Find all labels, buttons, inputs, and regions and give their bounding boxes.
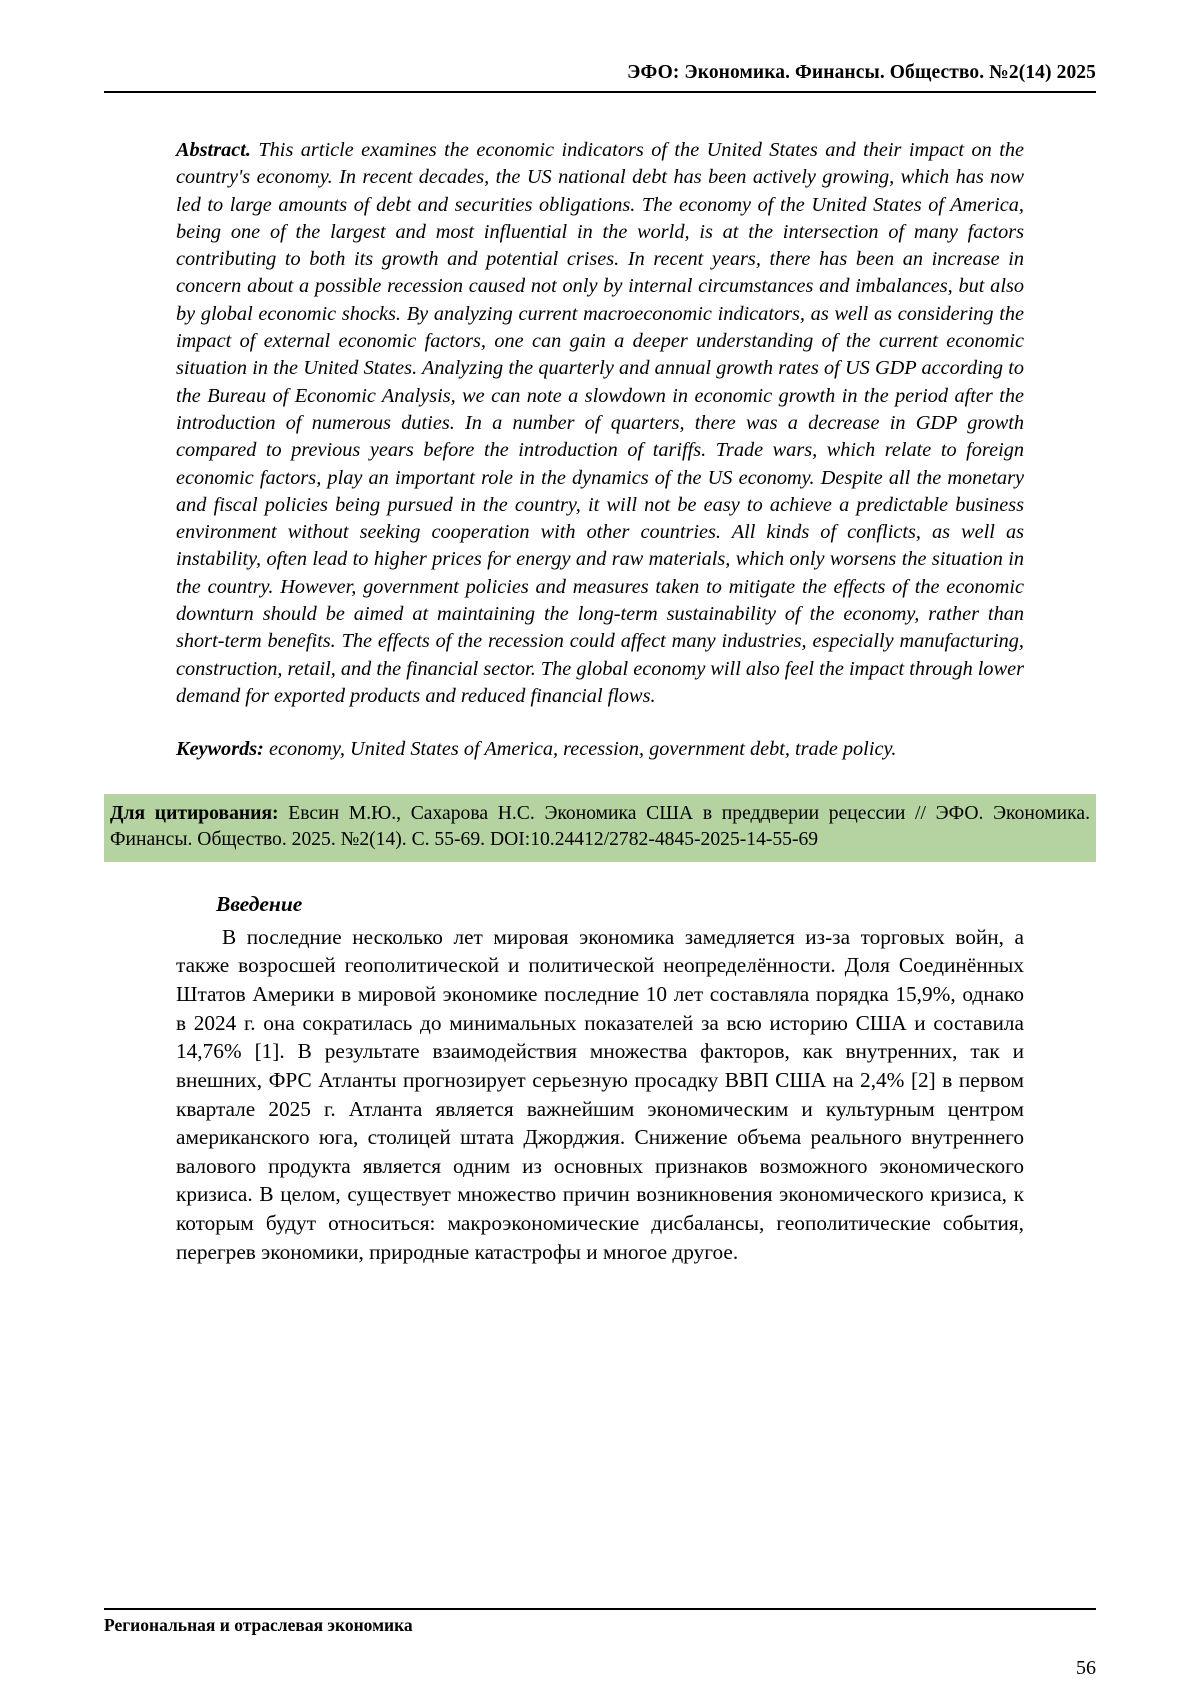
footer-divider <box>104 1608 1096 1610</box>
abstract-block <box>176 137 1024 710</box>
keywords-label: Keywords: <box>176 738 264 761</box>
citation-label: Для цитирования: <box>110 802 279 824</box>
abstract-label: Abstract. <box>176 139 251 161</box>
page-footer <box>104 1608 1096 1636</box>
footer-section-label: Региональная и отраслевая экономика <box>104 1615 413 1635</box>
keywords-block <box>176 736 1024 763</box>
page-number: 56 <box>1076 1657 1096 1679</box>
citation-text: Евсин М.Ю., Сахарова Н.С. Экономика США в преддверии рецессии // ЭФО. Экономика. Финансы. Общество. 2025. №2(14). С. 55-69. DOI:10.24412/2782-4845-2025-14-55-69 <box>110 802 1090 850</box>
abstract-text: This article examines the economic indicators of the United States and their impact on the country's economy. In recent decades, the US national debt has been actively growing, which has now led to large amounts of debt and securities obligations. The economy of the United States of America, being one of the largest and most influential in the world, is at the intersection of many factors contributing to both its growth and potential crises. In recent years, there has been an increase in concern about a possible recession caused not only by internal circumstances and imbalances, but also by global economic shocks. By analyzing current macroeconomic indicators, as well as considering the impact of external economic factors, one can gain a deeper understanding of the current economic situation in the United States. Analyzing the quarterly and annual growth rates of US GDP according to the Bureau of Economic Analysis, we can note a slowdown in economic growth in the period after the introduction of numerous duties. In a number of quarters, there was a decrease in GDP growth compared to previous years before the introduction of tariffs. Trade wars, which relate to foreign economic factors, play an important role in the dynamics of the US economy. Despite all the monetary and fiscal policies being pursued in the country, it will not be easy to achieve a predictable business environment without seeking cooperation with other countries. All kinds of conflicts, as well as instability, often lead to higher prices for energy and raw materials, which only worsens the situation in the country. However, government policies and measures taken to mitigate the effects of the economic downturn should be aimed at maintaining the long-term sustainability of the economy, rather than short-term benefits. The effects of the recession could affect many industries, especially manufacturing, construction, retail, and the financial sector. The global economy will also feel the impact through lower demand for exported products and reduced financial flows. <box>176 139 1024 707</box>
keywords-text: economy, United States of America, recession, government debt, trade policy. <box>263 738 897 761</box>
journal-header-text: ЭФО: Экономика. Финансы. Общество. №2(14) 2025 <box>627 62 1096 83</box>
introduction-paragraph: В последние несколько лет мировая экономика замедляется из-за торговых войн, а также возросшей геополитической и политической неопределённости. Доля Соединённых Штатов Америки в мировой экономике последние 10 лет составляла порядка 15,9%, однако в 2024 г. она сократилась до минимальных показателей за всю историю США и составила 14,76% [1]. В результате взаимодействия множества факторов, как внутренних, так и внешних, ФРС Атланты прогнозирует серьезную просадку ВВП США на 2,4% [2] в первом квартале 2025 г. Атланта является важнейшим экономическим и культурным центром американского юга, столицей штата Джорджия. Снижение объема реального внутреннего валового продукта является одним из основных признаков возможного экономического кризиса. В целом, существует множество причин возникновения экономического кризиса, к которым будут относиться: макроэкономические дисбалансы, геополитические события, перегрев экономики, природные катастрофы и многое другое. <box>176 924 1024 1264</box>
page-body <box>104 137 1096 1266</box>
citation-block <box>104 794 1096 862</box>
header-divider <box>104 91 1096 93</box>
page-header <box>104 62 1096 91</box>
section-heading-introduction: Введение <box>216 891 303 916</box>
